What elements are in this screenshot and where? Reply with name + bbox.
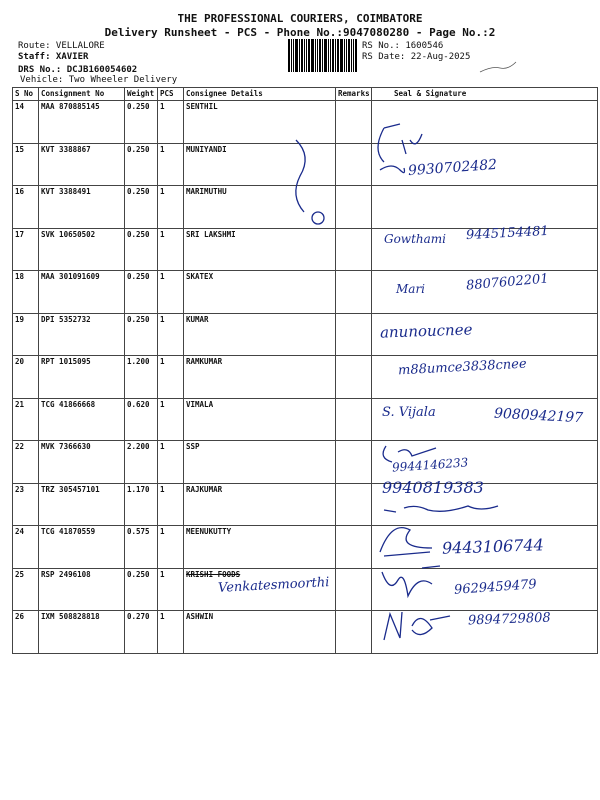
- cell-remarks: [336, 568, 372, 611]
- cell-weight: 0.270: [125, 611, 158, 654]
- barcode-bar: [328, 39, 329, 72]
- barcode-bar: [306, 39, 307, 72]
- handwritten-phone: 9080942197: [493, 405, 584, 427]
- table-row: [13, 483, 598, 526]
- barcode-bar: [335, 39, 336, 72]
- barcode-bar: [301, 39, 303, 72]
- barcode-bar: [288, 39, 290, 72]
- handwritten-name: Venkatesmoorthi: [217, 575, 330, 596]
- cell-pcs: 1: [158, 313, 184, 356]
- cell-pcs: 1: [158, 611, 184, 654]
- cell-consignee: SKATEX: [184, 271, 336, 314]
- cell-remarks: [336, 143, 372, 186]
- cell-consignee: MARIMUTHU: [184, 186, 336, 229]
- barcode-bar: [311, 39, 314, 72]
- cell-weight: 0.250: [125, 186, 158, 229]
- barcode-bar: [351, 39, 352, 72]
- barcode: [288, 39, 358, 72]
- cell-sno: 18: [13, 271, 39, 314]
- cell-sno: 25: [13, 568, 39, 611]
- cell-pcs: 1: [158, 526, 184, 569]
- cell-pcs: 1: [158, 186, 184, 229]
- cell-consignee: RAMKUMAR: [184, 356, 336, 399]
- cell-consignment: IXM 508828818: [39, 611, 125, 654]
- barcode-bar: [348, 39, 350, 72]
- cell-remarks: [336, 483, 372, 526]
- cell-consignment: TCG 41866668: [39, 398, 125, 441]
- vehicle-label: Vehicle: Two Wheeler Delivery: [20, 75, 178, 85]
- col-header-pcs: PCS: [158, 88, 184, 101]
- cell-pcs: 1: [158, 568, 184, 611]
- cell-consignment: TRZ 305457101: [39, 483, 125, 526]
- cell-weight: 1.200: [125, 356, 158, 399]
- cell-sno: 21: [13, 398, 39, 441]
- cell-remarks: [336, 398, 372, 441]
- cell-signature: [372, 101, 598, 144]
- rs-number: RS No.: 1600546: [362, 41, 444, 51]
- table-row: [13, 313, 598, 356]
- barcode-bar: [324, 39, 327, 72]
- barcode-bar: [319, 39, 321, 72]
- cell-consignment: DPI 5352732: [39, 313, 125, 356]
- cell-pcs: 1: [158, 101, 184, 144]
- cell-remarks: [336, 313, 372, 356]
- company-title: THE PROFESSIONAL COURIERS, COIMBATORE: [177, 12, 423, 25]
- cell-consignee: SENTHIL: [184, 101, 336, 144]
- cell-consignee: SRI LAKSHMI: [184, 228, 336, 271]
- barcode-bar: [355, 39, 357, 72]
- handwritten-name: Gowthami: [384, 232, 447, 246]
- cell-remarks: [336, 611, 372, 654]
- cell-consignment: MAA 870885145: [39, 101, 125, 144]
- handwritten-name: Mari: [396, 282, 426, 296]
- barcode-bar: [353, 39, 354, 72]
- cell-consignment: TCG 41870559: [39, 526, 125, 569]
- barcode-bar: [332, 39, 334, 72]
- cell-sno: 17: [13, 228, 39, 271]
- drs-number: DRS No.: DCJB160054602: [18, 65, 138, 75]
- cell-weight: 2.200: [125, 441, 158, 484]
- cell-pcs: 1: [158, 143, 184, 186]
- cell-consignee: RAJKUMAR: [184, 483, 336, 526]
- col-header-signature: Seal & Signature: [372, 88, 598, 101]
- cell-consignment: MVK 7366630: [39, 441, 125, 484]
- cell-pcs: 1: [158, 228, 184, 271]
- barcode-bar: [308, 39, 310, 72]
- barcode-bar: [340, 39, 343, 72]
- cell-sno: 24: [13, 526, 39, 569]
- cell-remarks: [336, 186, 372, 229]
- col-header-remarks: Remarks: [336, 88, 372, 101]
- cell-sno: 23: [13, 483, 39, 526]
- cell-pcs: 1: [158, 356, 184, 399]
- barcode-bar: [291, 39, 292, 72]
- cell-remarks: [336, 101, 372, 144]
- handwritten-phone: 8807602201: [465, 271, 550, 294]
- handwritten-name: S. Vijala: [382, 405, 436, 420]
- cell-consignee: MUNIYANDI: [184, 143, 336, 186]
- barcode-bar: [293, 39, 294, 72]
- barcode-bar: [295, 39, 298, 72]
- runsheet-subtitle: Delivery Runsheet - PCS - Phone No.:9047080280 - Page No.:2: [104, 26, 496, 39]
- barcode-bar: [337, 39, 339, 72]
- barcode-bar: [346, 39, 347, 72]
- handwritten-phone: 9930702482: [407, 156, 498, 180]
- handwritten-signature: anunoucnee: [379, 320, 473, 342]
- cell-remarks: [336, 228, 372, 271]
- cell-weight: 0.250: [125, 228, 158, 271]
- cell-weight: 0.250: [125, 271, 158, 314]
- cell-weight: 0.250: [125, 143, 158, 186]
- cell-sno: 19: [13, 313, 39, 356]
- cell-consignee: VIMALA: [184, 398, 336, 441]
- staff-label: Staff: XAVIER: [18, 52, 89, 62]
- cell-remarks: [336, 441, 372, 484]
- handwritten-phone: 9894729808: [467, 610, 551, 629]
- cell-remarks: [336, 526, 372, 569]
- cell-remarks: [336, 356, 372, 399]
- cell-remarks: [336, 271, 372, 314]
- table-row: [13, 441, 598, 484]
- cell-signature: [372, 186, 598, 229]
- col-header-consignment: Consignment No: [39, 88, 125, 101]
- cell-consignment: RSP 2496108: [39, 568, 125, 611]
- barcode-bar: [299, 39, 300, 72]
- handwritten-phone: 9445154481: [465, 223, 550, 244]
- barcode-bar: [317, 39, 318, 72]
- barcode-bar: [304, 39, 305, 72]
- cell-consignment: SVK 10650502: [39, 228, 125, 271]
- barcode-bar: [330, 39, 331, 72]
- cell-weight: 0.250: [125, 101, 158, 144]
- cell-consignment: RPT 1015095: [39, 356, 125, 399]
- cell-consignment: KVT 3388867: [39, 143, 125, 186]
- cell-sno: 22: [13, 441, 39, 484]
- table-row: [13, 186, 598, 229]
- handwritten-signature: m88umce3838cnee: [397, 356, 527, 379]
- handwritten-phone: 9629459479: [453, 577, 538, 598]
- col-header-consignee: Consignee Details: [184, 88, 336, 101]
- barcode-bar: [315, 39, 316, 72]
- cell-sno: 15: [13, 143, 39, 186]
- cell-weight: 0.250: [125, 568, 158, 611]
- handwritten-phone: 9443106744: [441, 535, 545, 558]
- cell-consignee: KRISHI FOODS: [184, 568, 336, 611]
- handwritten-phone: 9940819383: [382, 478, 484, 497]
- cell-sno: 16: [13, 186, 39, 229]
- col-header-weight: Weight: [125, 88, 158, 101]
- cell-sno: 14: [13, 101, 39, 144]
- col-header-sno: S No: [13, 88, 39, 101]
- cell-sno: 20: [13, 356, 39, 399]
- barcode-bar: [322, 39, 323, 72]
- cell-weight: 0.575: [125, 526, 158, 569]
- cell-consignee: ASHWIN: [184, 611, 336, 654]
- cell-pcs: 1: [158, 398, 184, 441]
- header-scribble: [478, 58, 518, 76]
- route-label: Route: VELLALORE: [18, 41, 105, 51]
- cell-consignment: KVT 3388491: [39, 186, 125, 229]
- cell-consignee: KUMAR: [184, 313, 336, 356]
- cell-pcs: 1: [158, 271, 184, 314]
- handwritten-phone: 9944146233: [391, 455, 469, 475]
- cell-weight: 0.620: [125, 398, 158, 441]
- rs-date: RS Date: 22-Aug-2025: [362, 52, 471, 62]
- table-row: [13, 101, 598, 144]
- cell-weight: 0.250: [125, 313, 158, 356]
- barcode-bar: [344, 39, 345, 72]
- cell-sno: 26: [13, 611, 39, 654]
- cell-consignee: SSP: [184, 441, 336, 484]
- cell-pcs: 1: [158, 483, 184, 526]
- cell-weight: 1.170: [125, 483, 158, 526]
- table-row: [13, 143, 598, 186]
- cell-consignee: MEENUKUTTY: [184, 526, 336, 569]
- cell-pcs: 1: [158, 441, 184, 484]
- cell-consignment: MAA 301091609: [39, 271, 125, 314]
- table-header-row: [13, 88, 598, 101]
